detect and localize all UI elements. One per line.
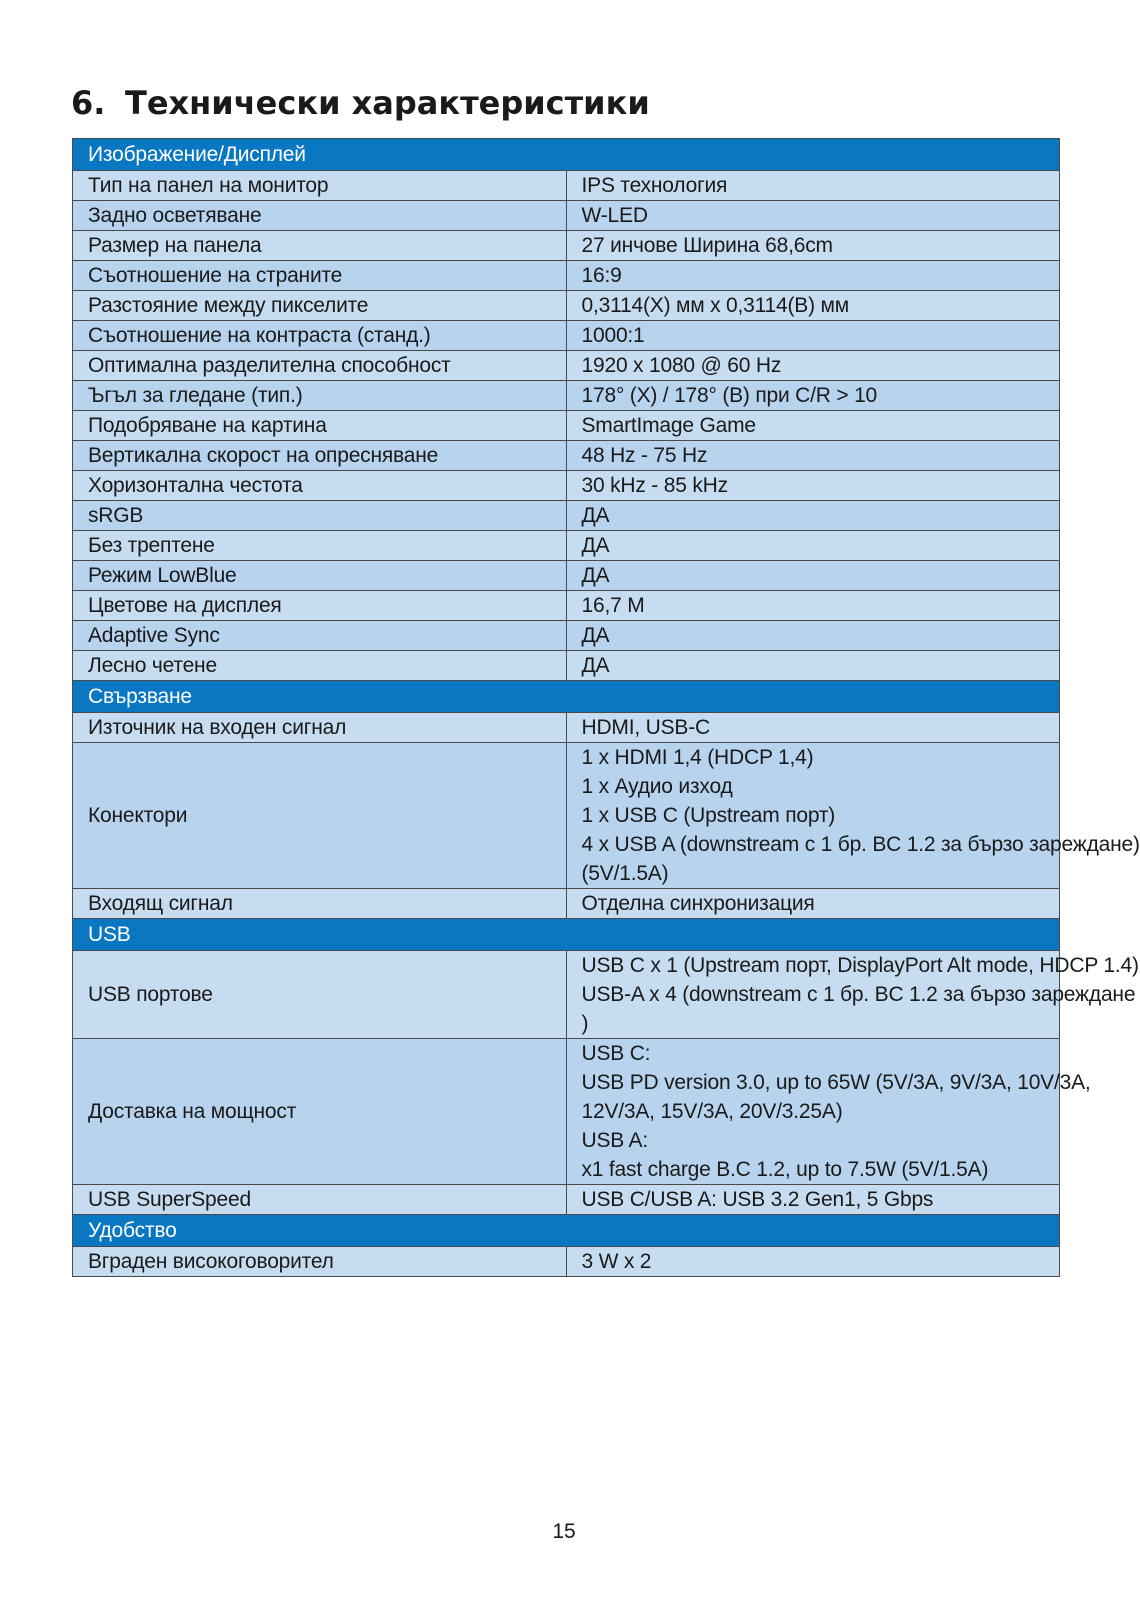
spec-value-line: USB-A x 4 (downstream с 1 бр. BC 1.2 за бързо зареждане xyxy=(581,983,1136,1006)
spec-key: Adaptive Sync xyxy=(73,621,567,651)
spec-value-line: USB C: xyxy=(581,1042,651,1065)
spec-value-line: W-LED xyxy=(581,204,648,227)
specifications-table xyxy=(72,138,1140,1277)
table-row xyxy=(73,261,1060,291)
table-row xyxy=(73,201,1060,231)
section-header xyxy=(73,919,1060,951)
spec-key: Режим LowBlue xyxy=(73,561,567,591)
spec-value-line: ДА xyxy=(581,534,610,557)
spec-value xyxy=(566,291,1060,321)
spec-key: Хоризонтална честота xyxy=(73,471,567,501)
spec-value xyxy=(566,561,1060,591)
spec-value-line: 178° (Х) / 178° (В) при C/R > 10 xyxy=(581,384,878,407)
spec-value xyxy=(566,889,1060,919)
spec-value-line: USB PD version 3.0, up to 65W (5V/3A, 9V/3A, 10V/3A, xyxy=(581,1071,1091,1094)
spec-key: Входящ сигнал xyxy=(73,889,567,919)
table-row xyxy=(73,321,1060,351)
table-row xyxy=(73,591,1060,621)
spec-value xyxy=(566,713,1060,743)
spec-value-line: ДА xyxy=(581,624,610,647)
spec-key: Разстояние между пикселите xyxy=(73,291,567,321)
section-heading: Удобство xyxy=(73,1215,1060,1247)
spec-value xyxy=(566,321,1060,351)
spec-value-line: 16,7 M xyxy=(581,594,645,617)
spec-value-line: 27 инчове Ширина 68,6cm xyxy=(581,234,833,257)
spec-value xyxy=(566,651,1060,681)
spec-key: USB портове xyxy=(73,951,567,1039)
spec-key: Ъгъл за гледане (тип.) xyxy=(73,381,567,411)
table-row xyxy=(73,441,1060,471)
spec-key: Лесно четене xyxy=(73,651,567,681)
spec-value-line: 12V/3A, 15V/3A, 20V/3.25A) xyxy=(581,1100,843,1123)
spec-value xyxy=(566,351,1060,381)
spec-value xyxy=(566,471,1060,501)
section-heading: Изображение/Дисплей xyxy=(73,139,1060,171)
spec-value-line: SmartImage Game xyxy=(581,414,756,437)
spec-value-line: ДА xyxy=(581,564,610,587)
spec-value-line: 1000:1 xyxy=(581,324,645,347)
table-row xyxy=(73,951,1060,1039)
section-header xyxy=(73,681,1060,713)
spec-key: Източник на входен сигнал xyxy=(73,713,567,743)
table-row xyxy=(73,1185,1060,1215)
spec-value-line: 1 x USB C (Upstream порт) xyxy=(581,804,836,827)
spec-value-line: ) xyxy=(581,1012,589,1035)
spec-value-line: IPS технология xyxy=(581,174,728,197)
spec-key: Задно осветяване xyxy=(73,201,567,231)
spec-value-line: 48 Hz - 75 Hz xyxy=(581,444,708,467)
spec-key: Без трептене xyxy=(73,531,567,561)
spec-value-line: Отделна синхронизация xyxy=(581,892,815,915)
spec-value xyxy=(566,171,1060,201)
table-row xyxy=(73,561,1060,591)
spec-value xyxy=(566,591,1060,621)
table-row xyxy=(73,501,1060,531)
table-row xyxy=(73,621,1060,651)
table-row xyxy=(73,171,1060,201)
spec-value xyxy=(566,1185,1060,1215)
section-title: Технически характеристики xyxy=(125,84,650,122)
spec-value xyxy=(566,1039,1091,1185)
spec-value xyxy=(566,743,1140,889)
spec-value xyxy=(566,381,1060,411)
table-row xyxy=(73,889,1060,919)
spec-value-line: (5V/1.5A) xyxy=(581,862,669,885)
table-row xyxy=(73,651,1060,681)
spec-key: Тип на панел на монитор xyxy=(73,171,567,201)
table-row xyxy=(73,1247,1060,1277)
spec-value-line: 4 x USB A (downstream с 1 бр. BC 1.2 за бързо зареждане) xyxy=(581,833,1140,856)
spec-key: Оптимална разделителна способност xyxy=(73,351,567,381)
spec-value xyxy=(566,1247,1060,1277)
spec-key: Вграден високоговорител xyxy=(73,1247,567,1277)
spec-key: Вертикална скорост на опресняване xyxy=(73,441,567,471)
page-number: 15 xyxy=(552,1520,576,1543)
spec-value xyxy=(566,531,1060,561)
table-row xyxy=(73,381,1060,411)
spec-key: Съотношение на страните xyxy=(73,261,567,291)
table-row xyxy=(73,743,1060,889)
spec-value-line: 1 x Аудио изход xyxy=(581,775,733,798)
spec-value-line: USB A: xyxy=(581,1129,648,1152)
spec-value-line: ДА xyxy=(581,654,610,677)
spec-value-line: 1920 x 1080 @ 60 Hz xyxy=(581,354,782,377)
table-row xyxy=(73,471,1060,501)
section-heading: Свързване xyxy=(73,681,1060,713)
spec-value-line: USB C/USB A: USB 3.2 Gen1, 5 Gbps xyxy=(581,1188,934,1211)
spec-value-line: 0,3114(X) мм x 0,3114(В) мм xyxy=(581,294,850,317)
table-row xyxy=(73,531,1060,561)
spec-value-line: x1 fast charge B.C 1.2, up to 7.5W (5V/1.5A) xyxy=(581,1158,989,1181)
spec-value xyxy=(566,201,1060,231)
table-row xyxy=(73,351,1060,381)
section-heading: USB xyxy=(73,919,1060,951)
spec-value xyxy=(566,261,1060,291)
spec-value xyxy=(566,501,1060,531)
spec-value-line: USB C x 1 (Upstream порт, DisplayPort Alt mode, HDCP 1.4) xyxy=(581,954,1139,977)
spec-value xyxy=(566,441,1060,471)
spec-value xyxy=(566,621,1060,651)
spec-value xyxy=(566,951,1139,1039)
spec-key: Съотношение на контраста (станд.) xyxy=(73,321,567,351)
section-header xyxy=(73,1215,1060,1247)
table-row xyxy=(73,291,1060,321)
table-row xyxy=(73,713,1060,743)
spec-value-line: HDMI, USB-C xyxy=(581,716,710,739)
spec-value xyxy=(566,231,1060,261)
table-row xyxy=(73,231,1060,261)
spec-key: Конектори xyxy=(73,743,567,889)
spec-key: Цветове на дисплея xyxy=(73,591,567,621)
spec-value-line: 30 kHz - 85 kHz xyxy=(581,474,728,497)
spec-key: Размер на панела xyxy=(73,231,567,261)
page-title xyxy=(71,84,650,122)
spec-value-line: ДА xyxy=(581,504,610,527)
spec-value-line: 3 W x 2 xyxy=(581,1250,652,1273)
spec-value-line: 1 x HDMI 1,4 (HDCP 1,4) xyxy=(581,746,814,769)
spec-key: Подобряване на картина xyxy=(73,411,567,441)
table-row xyxy=(73,1039,1060,1185)
spec-value-line: 16:9 xyxy=(581,264,622,287)
section-number: 6. xyxy=(71,84,106,122)
spec-key: Доставка на мощност xyxy=(73,1039,567,1185)
spec-value xyxy=(566,411,1060,441)
spec-key: sRGB xyxy=(73,501,567,531)
spec-key: USB SuperSpeed xyxy=(73,1185,567,1215)
table-row xyxy=(73,411,1060,441)
section-header xyxy=(73,139,1060,171)
